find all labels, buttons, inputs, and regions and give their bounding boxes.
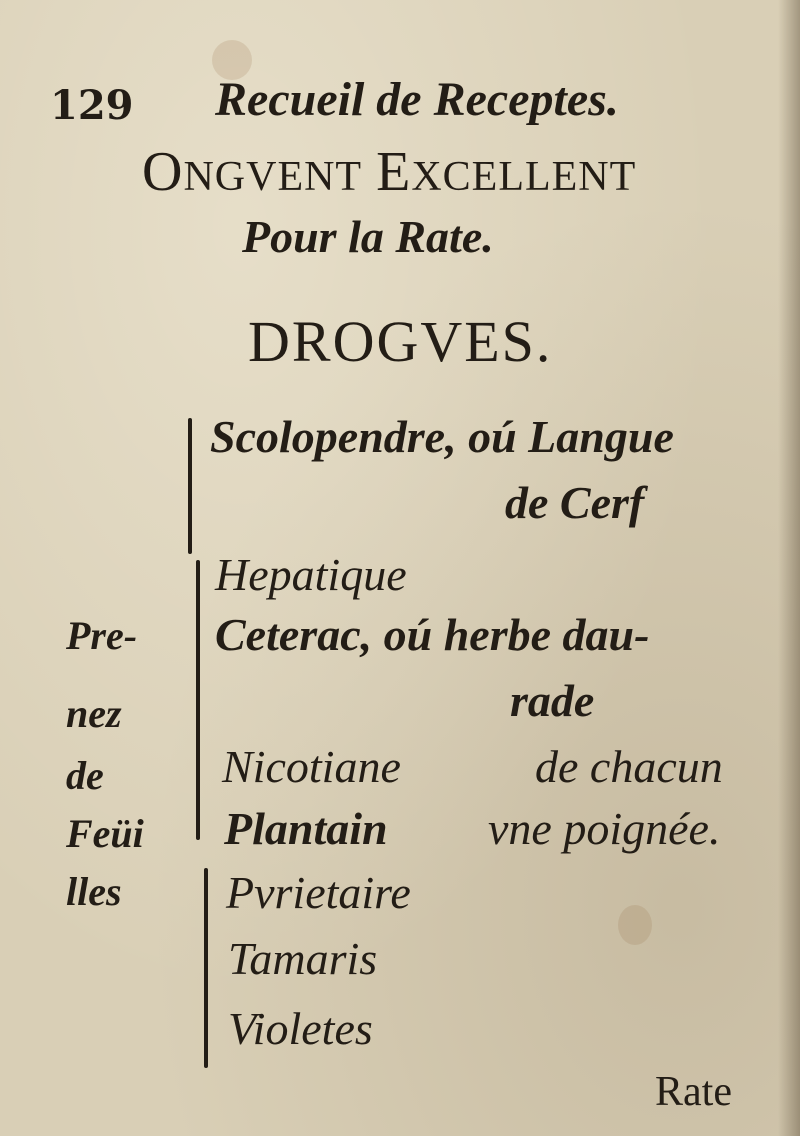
ingredient-tamaris: Tamaris [228, 933, 378, 984]
ingredient-pvrietaire: Pvrietaire [226, 867, 411, 918]
quantity-line1: de chacun [535, 741, 723, 792]
quantity-line2: vne poignée. [488, 803, 721, 854]
side-note-line: Feüi [66, 811, 144, 856]
side-note-line: lles [66, 869, 122, 914]
paper-stain [618, 905, 652, 945]
recipe-title-line2: Pour la Rate. [242, 211, 494, 262]
side-note-line: Pre- [66, 613, 138, 658]
title-initial-e: E [376, 141, 412, 203]
bracket-rule [196, 560, 200, 840]
title-initial-o: O [142, 141, 184, 203]
title-word-ongvent: NGVENT [183, 154, 363, 200]
ingredient-plantain: Plantain [224, 803, 388, 854]
ingredient-scolopendre-cont: de Cerf [505, 477, 645, 528]
ingredient-ceterac: Ceterac, oú herbe dau- [215, 609, 650, 660]
ingredient-violetes: Violetes [228, 1003, 373, 1054]
catchword: Rate [655, 1069, 732, 1115]
bracket-rule [188, 418, 192, 554]
running-title: Recueil de Receptes. [215, 73, 619, 126]
bracket-rule [204, 868, 208, 1068]
page-number: 129 [50, 82, 134, 129]
title-word-excellent: XCELLENT [411, 154, 637, 200]
page-gutter-shadow [778, 0, 800, 1136]
ingredient-scolopendre: Scolopendre, oú Langue [210, 411, 674, 462]
ingredient-hepatique: Hepatique [215, 549, 407, 600]
side-note-line: de [66, 753, 104, 798]
ingredient-nicotiane: Nicotiane [222, 741, 401, 792]
recipe-title-line1 [142, 140, 636, 204]
ingredient-ceterac-cont: rade [510, 675, 595, 726]
side-note-line: nez [66, 691, 122, 736]
section-heading: DROGVES. [248, 309, 553, 374]
